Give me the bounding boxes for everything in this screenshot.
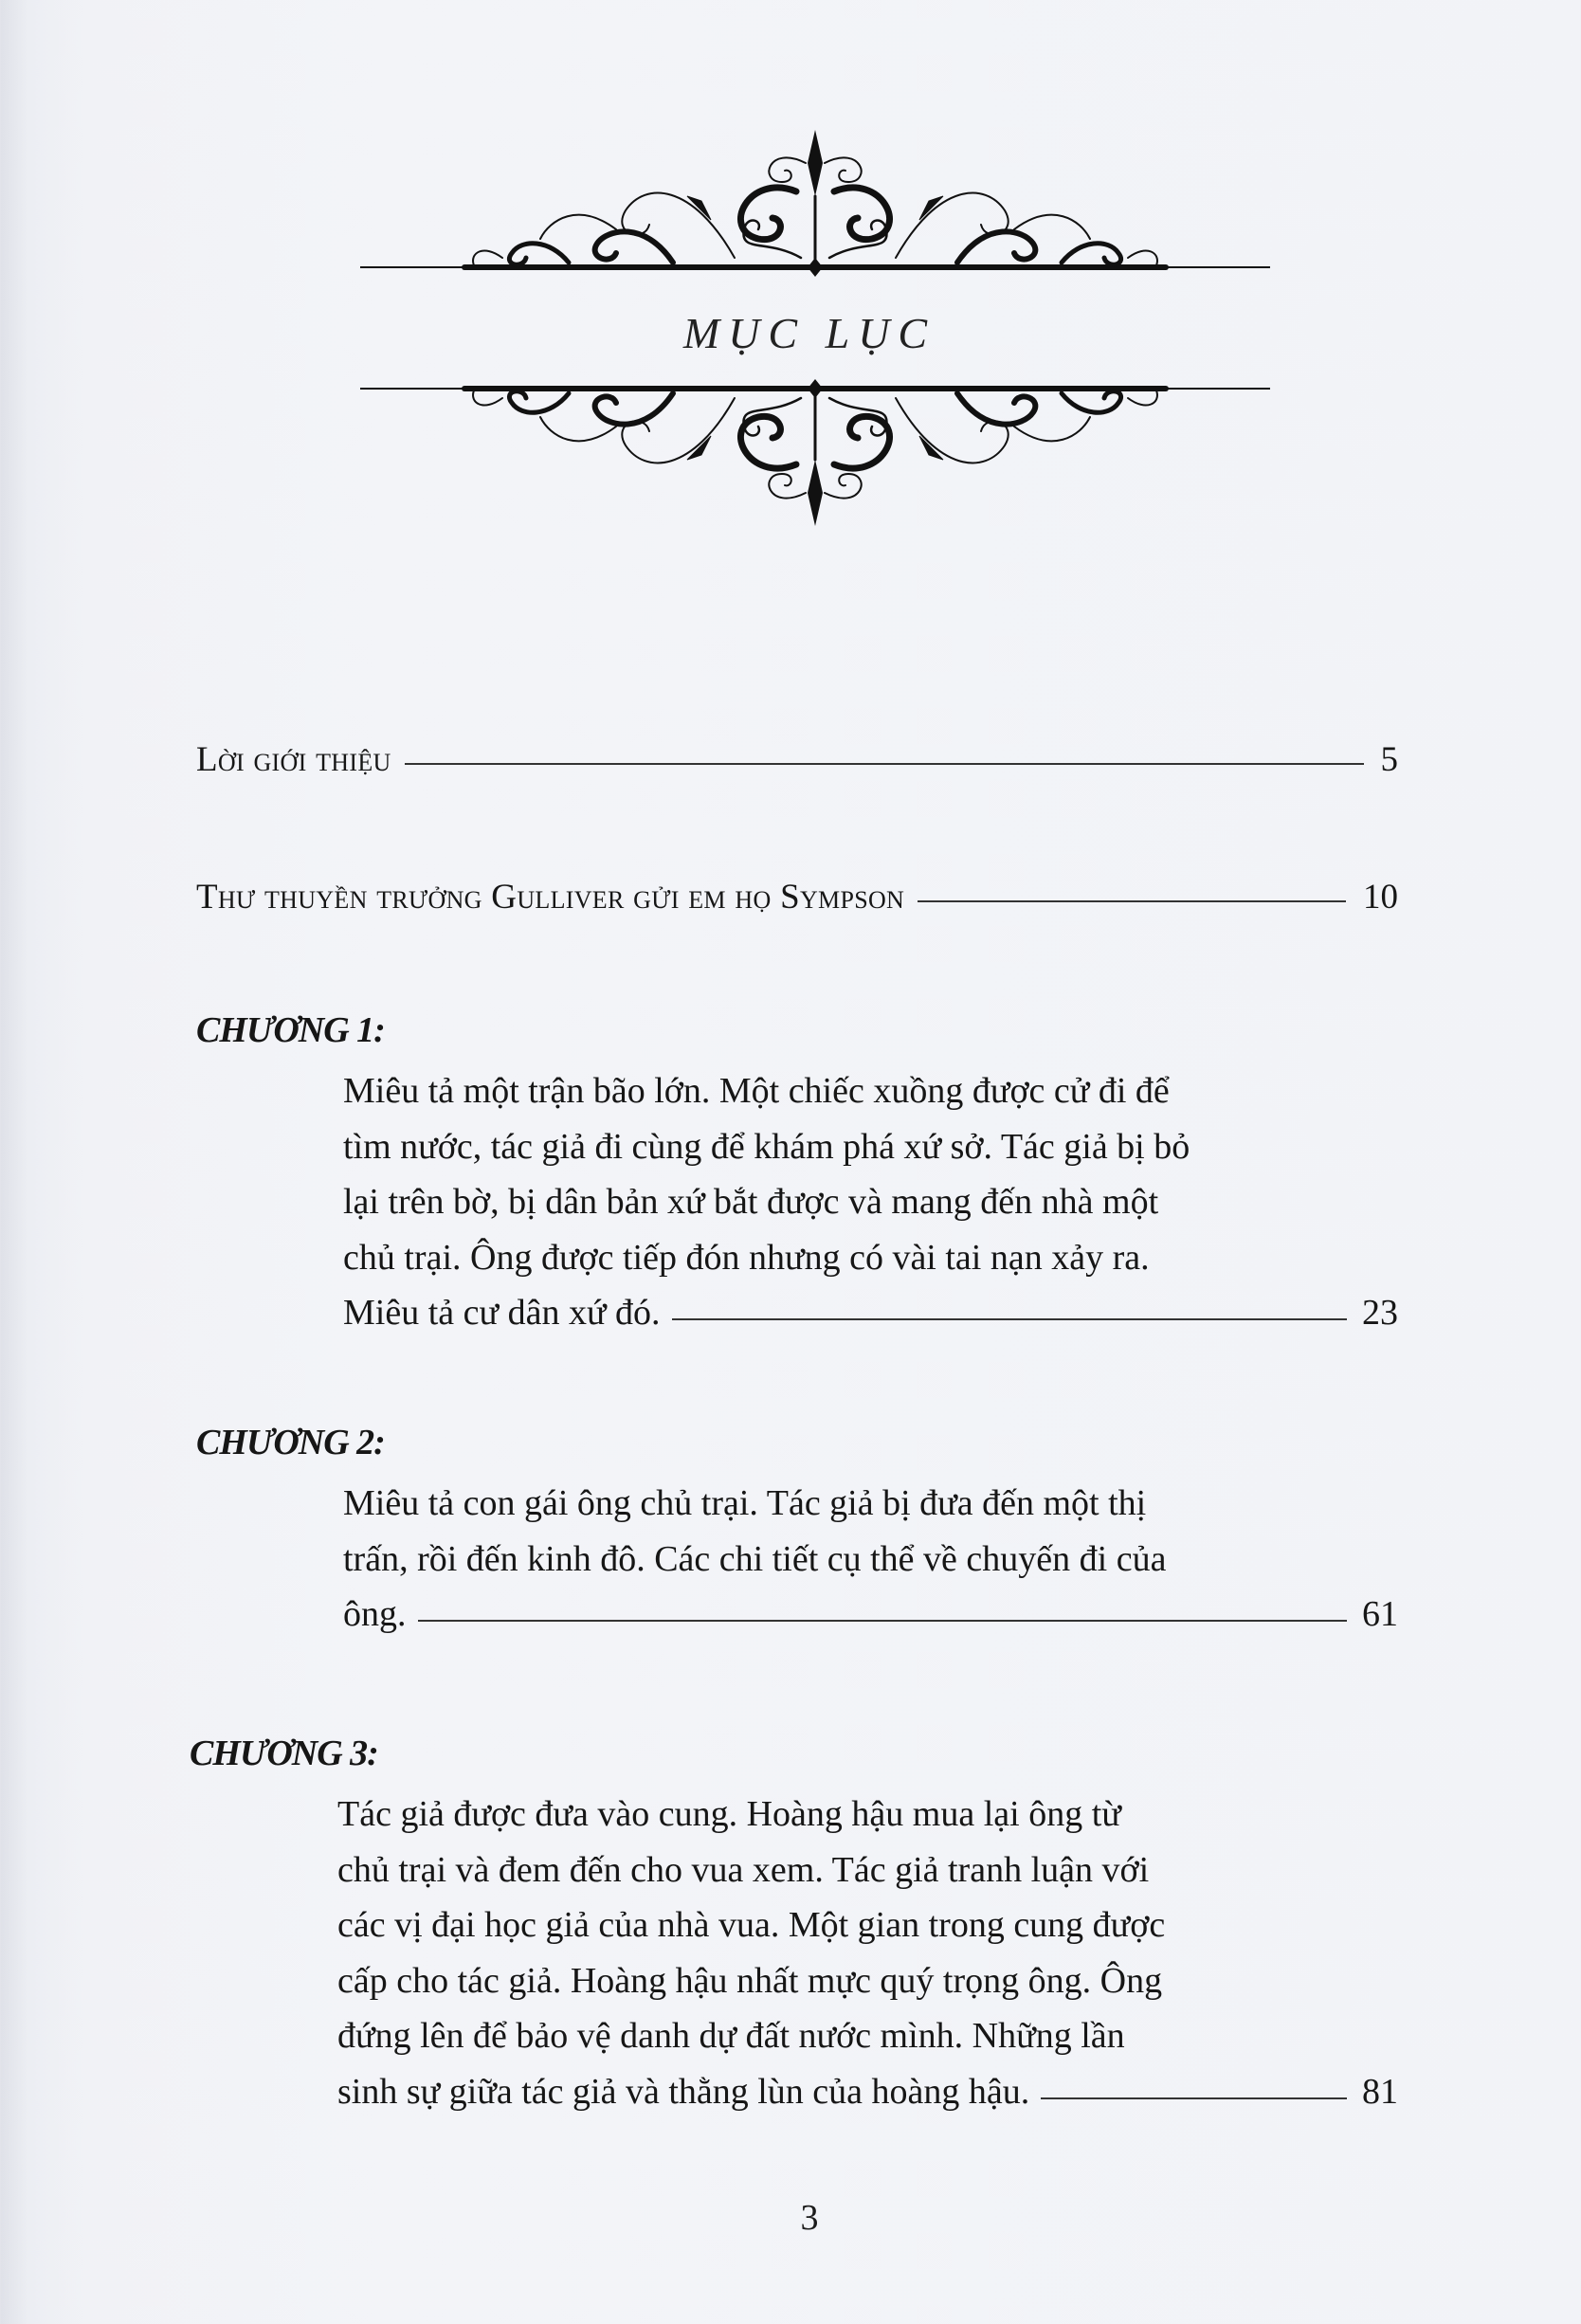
summary-line: chủ trại. Ông được tiếp đón nhưng có vài tai nạn xảy ra. [343,1237,1150,1278]
chapter-3-heading: CHƯƠNG 3: [190,1734,378,1773]
summary-last-line [343,1587,1398,1643]
summary-line: Miêu tả con gái ông chủ trại. Tác giả bị đưa đến một thị [343,1483,1147,1523]
toc-page-number: 81 [1362,2071,1398,2112]
summary-last-line [337,2064,1398,2120]
summary-line: sinh sự giữa tác giả và thằng lùn của hoàng hậu. [337,2071,1030,2112]
toc-entry-label: Thư thuyền trưởng Gulliver gửi em họ Sympson [196,878,905,917]
toc-page-number: 23 [1362,1293,1398,1333]
toc-page-number: 5 [1380,740,1398,779]
summary-line: lại trên bờ, bị dân bản xứ bắt được và mang đến nhà một [343,1182,1159,1222]
summary-line: các vị đại học giả của nhà vua. Một gian trong cung được [337,1905,1166,1945]
toc-entry-introduction [196,739,1398,780]
summary-line: Tác giả được đưa vào cung. Hoàng hậu mua lại ông từ [337,1794,1121,1834]
toc-entry-letter [196,877,1398,917]
flourish-ornament-top-icon [360,125,1270,277]
chapter-2-heading: CHƯƠNG 2: [196,1423,385,1462]
summary-line: Miêu tả cư dân xứ đó. [343,1293,661,1333]
summary-line: Miêu tả một trận bão lớn. Một chiếc xuồng được cử đi để [343,1071,1170,1111]
chapter-3-summary [337,1787,1398,2119]
chapter-2-summary [343,1476,1398,1643]
leader-line [918,900,1346,902]
chapter-1-summary [343,1063,1398,1341]
summary-last-line [343,1285,1398,1341]
flourish-ornament-bottom-icon [360,379,1270,531]
summary-line: tìm nước, tác giả đi cùng để khám phá xứ sở. Tác giả bị bỏ [343,1126,1190,1167]
leader-line [418,1620,1348,1622]
summary-line: trấn, rồi đến kinh đô. Các chi tiết cụ thể về chuyến đi của [343,1538,1167,1579]
toc-entry-label: Lời giới thiệu [196,740,391,779]
page-title: MỤC LỤC [682,309,936,357]
leader-line [405,763,1364,765]
page-number: 3 [800,2198,819,2238]
summary-line: cấp cho tác giả. Hoàng hậu nhất mực quý trọng ông. Ông [337,1960,1163,2001]
leader-line [672,1318,1347,1320]
summary-line: đứng lên để bảo vệ danh dự đất nước mình. Những lần [337,2016,1125,2056]
toc-page-number: 61 [1362,1594,1398,1634]
summary-line: ông. [343,1594,407,1634]
toc-page-number: 10 [1363,878,1398,917]
chapter-1-heading: CHƯƠNG 1: [196,1010,385,1050]
summary-line: chủ trại và đem đến cho vua xem. Tác giả tranh luận với [337,1849,1150,1890]
leader-line [1041,2097,1347,2099]
